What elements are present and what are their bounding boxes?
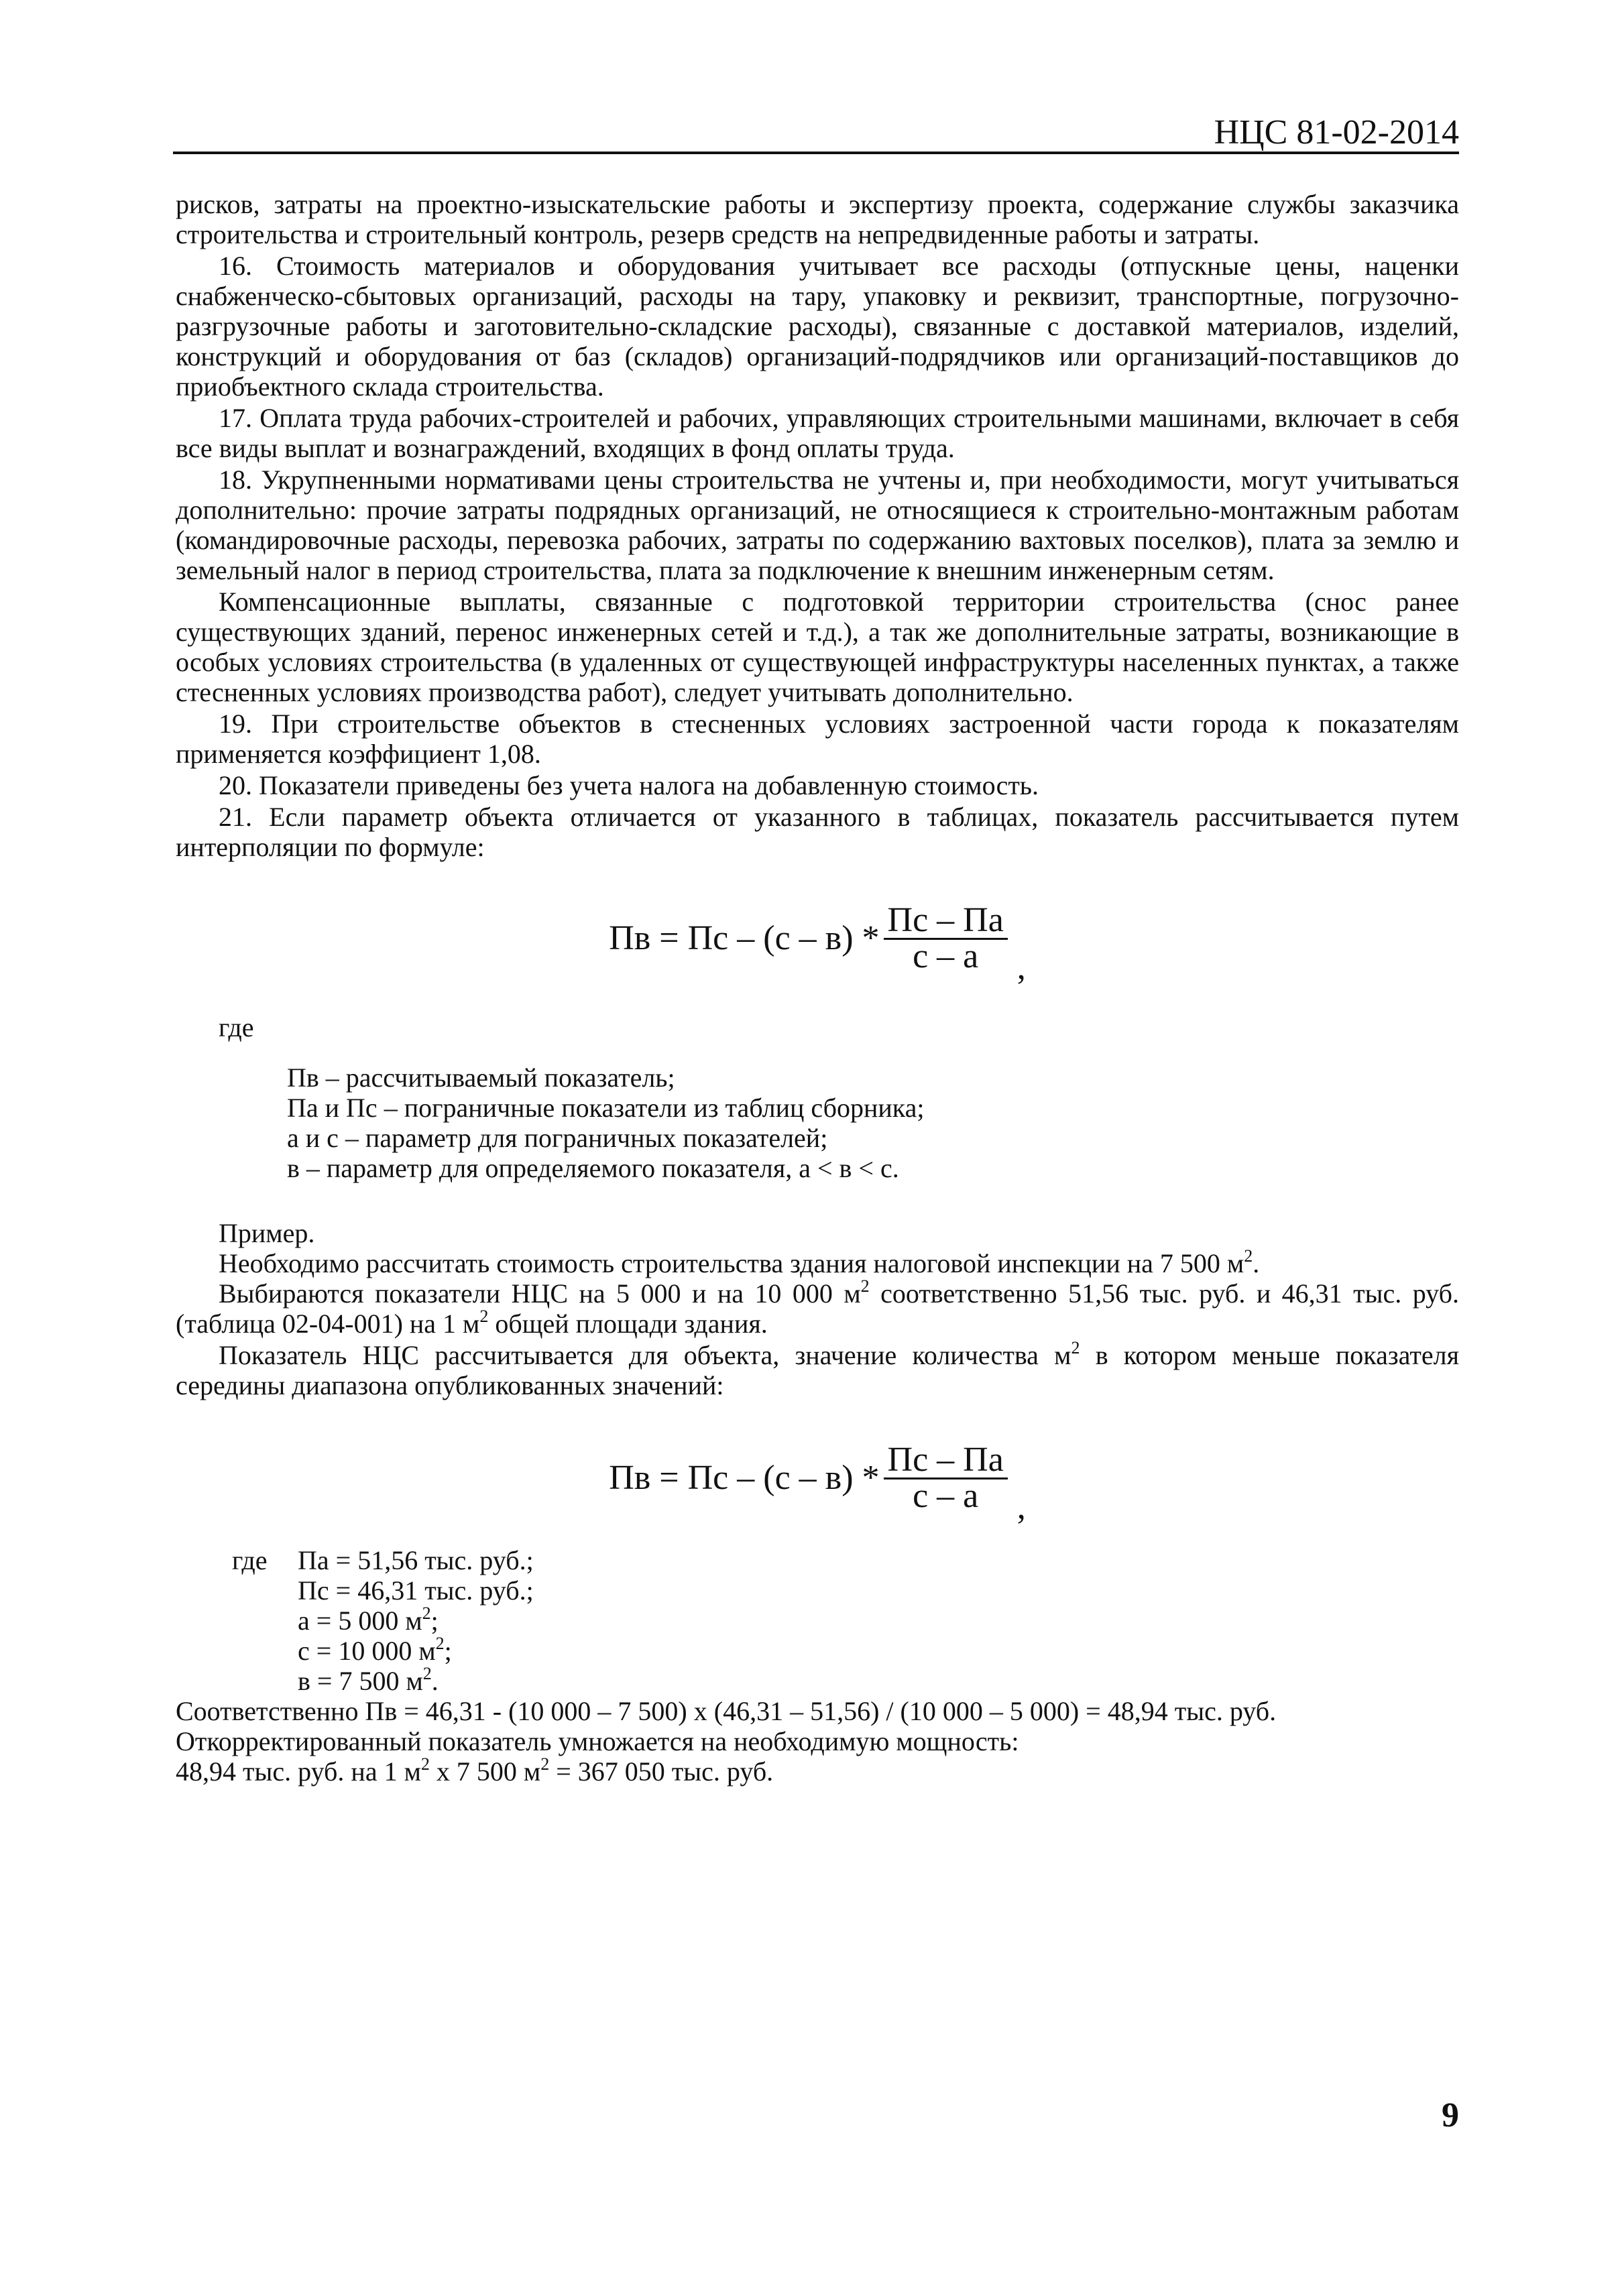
superscript: 2 <box>422 1663 432 1683</box>
definition-item: Пв – рассчитываемый показатель; <box>287 1063 675 1093</box>
paragraph-17: 17. Оплата труда рабочих-строителей и рабочих, управляющих строительными машинами, включает в себя все виды выплат и вознаграждений, входящих в фонд оплаты труда. <box>176 403 1459 463</box>
interpolation-formula <box>176 888 1459 988</box>
formula-fraction <box>884 900 1008 975</box>
calc-note-text-2: в котором меньше показателя середины диапазона опубликованных значений: <box>176 1340 1459 1400</box>
superscript: 2 <box>420 1754 430 1774</box>
page-number: 9 <box>1442 2096 1459 2134</box>
example-task-text: Необходимо рассчитать стоимость строительства здания налоговой инспекции на 7 500 м <box>219 1248 1244 1278</box>
paragraph-18-compensation: Компенсационные выплаты, связанные с подготовкой территории строительства (снос ранее существующих зданий, перенос инженерных сетей и т.д.), а так же дополнительные затраты, возникающие в особых условиях строительства (в удаленных от существующей инфраструктуры населенных пунктах, а также стесненных условиях производства работ), следует учитывать дополнительно. <box>176 587 1459 707</box>
formula-comma: , <box>1017 949 1026 987</box>
selection-text-3: общей площади здания. <box>488 1309 768 1339</box>
header-rule <box>173 152 1459 154</box>
punctuation: . <box>1253 1248 1260 1278</box>
final-text-2: х 7 500 м <box>429 1756 541 1787</box>
paragraph-18: 18. Укрупненными нормативами цены строительства не учтены и, при необходимости, могут учитываться дополнительно: прочие затраты подрядных организаций, не относящиеся к строительно-монтажным работам (командировочные расходы, перевозка рабочих, затраты по содержанию вахтовых поселков), плата за землю и земельный налог в период строительства, плата за подключение к внешним инженерным сетям. <box>176 465 1459 585</box>
formula-numerator: Пс – Па <box>884 1445 1008 1479</box>
paragraph-20: 20. Показатели приведены без учета налога на добавленную стоимость. <box>219 770 1039 800</box>
formula-lhs: Пв = Пс – (с – в) * <box>609 918 880 957</box>
example-heading: Пример. <box>219 1218 315 1248</box>
superscript: 2 <box>479 1306 489 1326</box>
definitions-list <box>176 1063 1459 1183</box>
definition-item: а и с – параметр для пограничных показателей; <box>287 1123 828 1153</box>
definitions-where: где <box>219 1012 254 1042</box>
superscript: 2 <box>860 1276 870 1296</box>
value-a <box>298 1603 534 1636</box>
formula-comma: , <box>1017 1488 1026 1526</box>
example-selection <box>176 1278 1459 1339</box>
superscript: 2 <box>1244 1246 1253 1266</box>
superscript: 2 <box>540 1754 550 1774</box>
value-a-text: а = 5 000 м <box>298 1606 422 1636</box>
values-list <box>298 1545 534 1696</box>
definition-item: Па и Пс – пограничные показатели из таблиц сборника; <box>287 1093 925 1123</box>
formula-fraction <box>884 1440 1008 1515</box>
paragraph-16: 16. Стоимость материалов и оборудования учитывает все расходы (отпускные цены, наценки снабженческо-сбытовых организаций, расходы на тару, упаковку и реквизит, транспортные, погрузочно-разгрузочные работы и заготовительно-складские расходы), связанные с доставкой материалов, изделий, конструкций и оборудования от баз (складов) организаций-подрядчиков или организаций-поставщиков до приобъектного склада строительства. <box>176 251 1459 402</box>
superscript: 2 <box>1071 1337 1080 1357</box>
superscript: 2 <box>435 1633 445 1653</box>
result-corrected: Откорректированный показатель умножается на необходимую мощность: <box>176 1726 1019 1756</box>
paragraph-continuation: рисков, затраты на проектно-изыскательские работы и экспертизу проекта, содержание службы заказчика строительства и строительный контроль, резерв средств на непредвиденные работы и затраты. <box>176 189 1459 249</box>
formula-lhs: Пв = Пс – (с – в) * <box>609 1458 880 1497</box>
page-body <box>176 189 1459 1787</box>
selection-text-2: соответственно 51,56 тыс. руб. и 46,31 тыс. руб. (таблица 02-04-001) на 1 м <box>176 1278 1459 1339</box>
calc-note-text-1: Показатель НЦС рассчитывается для объекта, значение количества м <box>219 1340 1071 1370</box>
value-v-text: в = 7 500 м <box>298 1666 423 1696</box>
punctuation: ; <box>430 1606 439 1636</box>
final-text-3: = 367 050 тыс. руб. <box>549 1756 774 1787</box>
values-where: где <box>232 1545 268 1575</box>
value-c-text: с = 10 000 м <box>298 1636 436 1666</box>
value-pa: Па = 51,56 тыс. руб.; <box>298 1545 534 1575</box>
definition-item: в – параметр для определяемого показателя, а < в < с. <box>287 1153 899 1183</box>
example-task <box>176 1248 1459 1278</box>
superscript: 2 <box>422 1603 431 1623</box>
paragraph-19: 19. При строительстве объектов в стесненных условиях застроенной части города к показателям применяется коэффициент 1,08. <box>176 709 1459 769</box>
result-final <box>176 1756 1459 1787</box>
example-values <box>176 1545 1459 1696</box>
punctuation: . <box>431 1666 439 1696</box>
result-accordingly: Соответственно Пв = 46,31 - (10 000 – 7 500) х (46,31 – 51,56) / (10 000 – 5 000) = 48,94 тыс. руб. <box>176 1696 1277 1726</box>
selection-text-1: Выбираются показатели НЦС на 5 000 и на 10 000 м <box>219 1278 861 1309</box>
paragraph-21: 21. Если параметр объекта отличается от указанного в таблицах, показатель рассчитывается путем интерполяции по формуле: <box>176 802 1459 862</box>
value-v <box>298 1663 534 1696</box>
example-formula <box>176 1427 1459 1528</box>
final-text-1: 48,94 тыс. руб. на 1 м <box>176 1756 421 1787</box>
formula-denominator: с – а <box>913 1476 979 1515</box>
document-code: НЦС 81-02-2014 <box>1214 113 1459 152</box>
punctuation: ; <box>444 1636 452 1666</box>
example-calculation-note <box>176 1337 1459 1400</box>
formula-denominator: с – а <box>913 936 979 975</box>
value-pc: Пс = 46,31 тыс. руб.; <box>298 1575 534 1606</box>
value-c <box>298 1633 534 1666</box>
formula-numerator: Пс – Па <box>884 905 1008 940</box>
